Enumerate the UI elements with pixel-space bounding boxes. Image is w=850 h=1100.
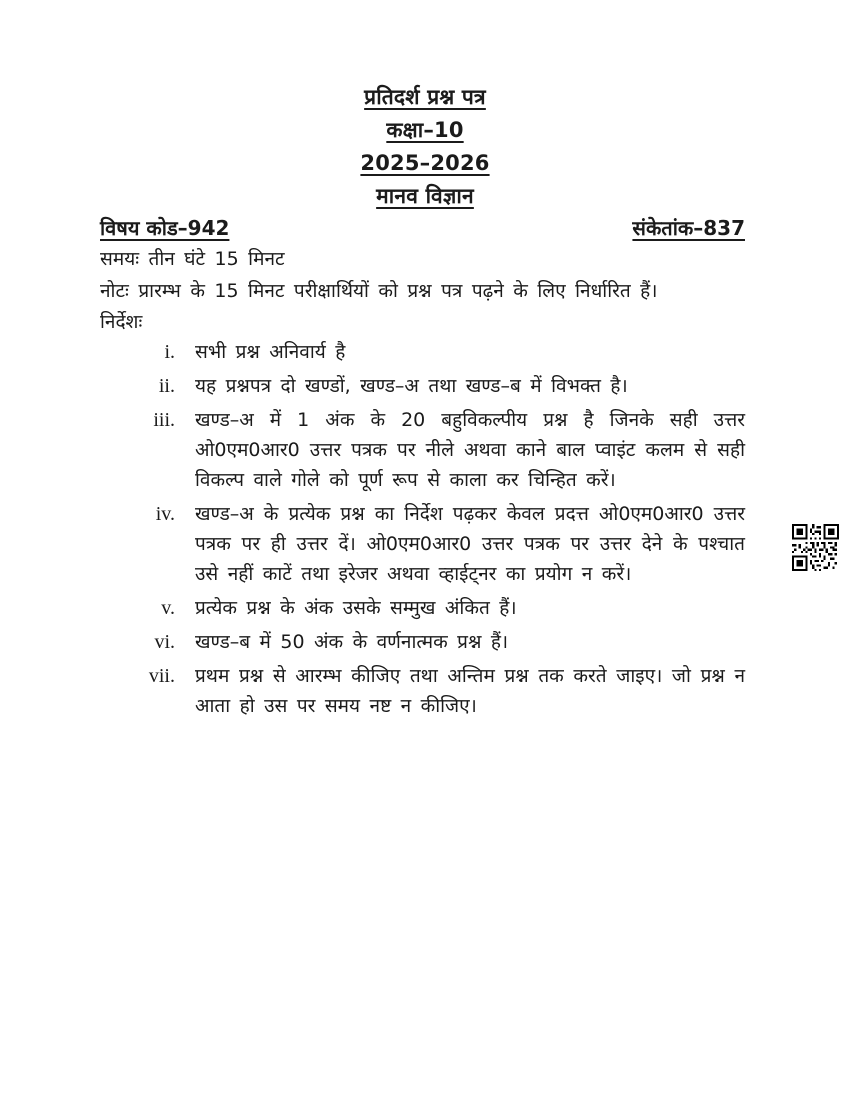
doc-class bbox=[0, 119, 850, 141]
instruction-item-7 bbox=[100, 661, 745, 721]
note-line: नोटः प्रारम्भ के 15 मिनट परीक्षार्थियों को प्रश्न पत्र पढ़ने के लिए निर्धारित हैं। bbox=[100, 280, 658, 302]
doc-session-text: 2025–2026 bbox=[360, 151, 490, 175]
instruction-number: iv. bbox=[155, 503, 175, 525]
instruction-number: iii. bbox=[153, 409, 175, 431]
doc-title bbox=[0, 86, 850, 108]
instruction-text: प्रत्येक प्रश्न के अंक उसके सम्मुख अंकित हैं। bbox=[195, 597, 517, 619]
qr-code-icon bbox=[792, 524, 839, 571]
instruction-item-3 bbox=[100, 405, 745, 495]
doc-class-text: कक्षा–10 bbox=[386, 118, 464, 142]
instruction-text: खण्ड–अ के प्रत्येक प्रश्न का निर्देश पढ़कर केवल प्रदत्त ओ0एम0आर0 उत्तर पत्रक पर ही उत्तर दें। ओ0एम0आर0 उत्तर पत्रक पर उत्तर देने के पश्चात उसे नहीं काटें तथा इरेजर अथवा व्हाईट्नर का प्रयोग न करें। bbox=[195, 503, 745, 585]
instruction-text: सभी प्रश्न अनिवार्य है bbox=[195, 341, 346, 363]
document-title-block bbox=[0, 86, 850, 218]
instructions-heading: निर्देशः bbox=[100, 311, 143, 333]
doc-title-text: प्रतिदर्श प्रश्न पत्र bbox=[364, 85, 486, 109]
instruction-item-4 bbox=[100, 499, 745, 589]
instruction-item-5 bbox=[100, 593, 745, 623]
instruction-text: खण्ड–अ में 1 अंक के 20 बहुविकल्पीय प्रश्न है जिनके सही उत्तर ओ0एम0आर0 उत्तर पत्रक पर नीले अथवा काने बाल प्वाइंट कलम से सही विकल्प वाले गोले को पूर्ण रूप से काला कर चिन्हित करें। bbox=[195, 409, 745, 491]
instruction-item-1 bbox=[100, 337, 745, 367]
time-allowed: समयः तीन घंटे 15 मिनट bbox=[100, 248, 285, 270]
instruction-number: v. bbox=[161, 597, 175, 619]
instruction-item-6 bbox=[100, 627, 745, 657]
instruction-number: ii. bbox=[158, 375, 175, 397]
doc-subject-text: मानव विज्ञान bbox=[376, 184, 474, 208]
instructions-list bbox=[100, 337, 745, 725]
instruction-number: vi. bbox=[154, 631, 175, 653]
instruction-item-2 bbox=[100, 371, 745, 401]
subject-code: विषय कोड–942 bbox=[100, 216, 230, 240]
signal-code: संकेतांक–837 bbox=[632, 216, 745, 240]
doc-subject bbox=[0, 185, 850, 207]
doc-session bbox=[0, 152, 850, 174]
instruction-text: यह प्रश्नपत्र दो खण्डों, खण्ड–अ तथा खण्ड–ब में विभक्त है। bbox=[195, 375, 628, 397]
code-row bbox=[100, 214, 745, 241]
instruction-text: खण्ड–ब में 50 अंक के वर्णनात्मक प्रश्न हैं। bbox=[195, 631, 509, 653]
instruction-text: प्रथम प्रश्न से आरम्भ कीजिए तथा अन्तिम प्रश्न तक करते जाइए। जो प्रश्न न आता हो उस पर समय नष्ट न कीजिए। bbox=[195, 665, 745, 717]
instruction-number: i. bbox=[164, 341, 175, 363]
instruction-number: vii. bbox=[148, 665, 175, 687]
